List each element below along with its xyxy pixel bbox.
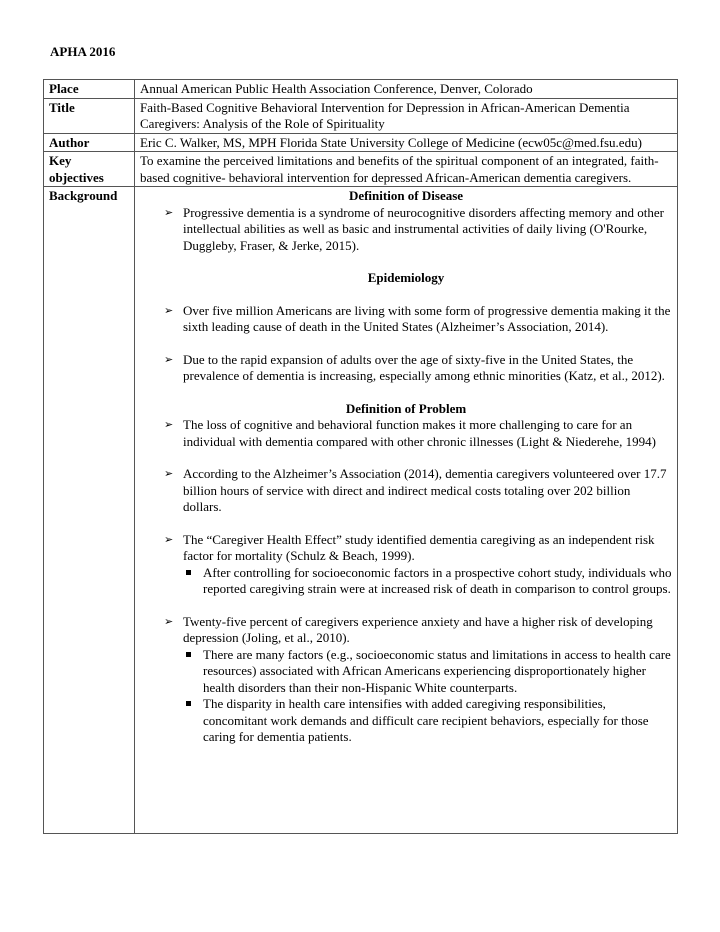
arrow-bullet-icon: ➢ (164, 419, 174, 431)
objectives-value: To examine the perceived limitations and benefits of the spiritual component of an integrated, faith-based cognitive- behavioral intervention for depressed African-American dementia caregivers. (135, 152, 678, 187)
row-place (44, 80, 678, 99)
list-item: ➢ The loss of cognitive and behavioral function makes it more challenging to care for an individual with dementia compared with other chronic illnesses (Light & Niederehe, 1994) (164, 417, 656, 449)
list-item: ➢ Progressive dementia is a syndrome of neurocognitive disorders affecting memory and other intellectual abilities as well as basic and instrumental activities of daily living (O'Rourke, Duggleby, Fraser, & Jerke, 2015). (164, 204, 664, 253)
title-label: Title (44, 98, 135, 133)
square-bullet-icon (186, 652, 191, 657)
disease-bullet-list (140, 205, 672, 255)
title-value: Faith-Based Cognitive Behavioral Intervention for Depression in African-American Dementia Caregivers: Analysis of the Role of Spirituality (135, 98, 678, 133)
epidemiology-bullet-list (140, 303, 672, 385)
place-label: Place (44, 80, 135, 99)
arrow-bullet-icon: ➢ (164, 206, 174, 219)
sub-list-item: After controlling for socioeconomic factors in a prospective cohort study, individuals who reported caregiving strain were at increased risk of death in comparison to control groups. (203, 565, 672, 598)
arrow-bullet-icon: ➢ (164, 468, 174, 480)
background-label: Background (44, 187, 135, 834)
document-title: APHA 2016 (50, 44, 116, 59)
heading-definition-of-problem: Definition of Problem (345, 400, 467, 416)
heading-epidemiology: Epidemiology (367, 270, 445, 285)
row-background (44, 187, 678, 834)
sub-list-item: The disparity in health care intensifies with added caregiving responsibilities, concomitant work demands and difficult care recipient behaviors, especially for those caring for dementia patients. (203, 696, 672, 746)
list-item: ➢ According to the Alzheimer’s Association (2014), dementia caregivers volunteered over 17.7 billion hours of service with direct and indirect medical costs totaling over 202 billion dollars. (164, 466, 667, 514)
arrow-bullet-icon: ➢ (164, 615, 174, 628)
sub-list-item: There are many factors (e.g., socioeconomic status and limitations in access to health care resources) associated with African Americans experiencing disproportionately higher health disorders than their non-Hispanic White counterparts. (203, 647, 672, 697)
place-value: Annual American Public Health Association Conference, Denver, Colorado (135, 80, 678, 99)
row-objectives (44, 152, 678, 187)
author-value: Eric C. Walker, MS, MPH Florida State University College of Medicine (ecw05c@med.fsu.edu) (135, 133, 678, 152)
author-label: Author (44, 133, 135, 152)
objectives-label: Key objectives (44, 152, 135, 187)
list-item: ➢ Due to the rapid expansion of adults over the age of sixty-five in the United States, the prevalence of dementia is increasing, especially among ethnic minorities (Katz, et al., 2012). (164, 351, 665, 383)
info-table (43, 79, 678, 834)
arrow-bullet-icon: ➢ (164, 533, 174, 546)
list-item: ➢ Over five million Americans are living with some form of progressive dementia making it the sixth leading cause of death in the United States (Alzheimer’s Association, 2014). (164, 302, 671, 334)
problem-bullet-list (140, 417, 672, 746)
background-content (135, 187, 678, 834)
row-title (44, 98, 678, 133)
sub-bullet-list (183, 647, 672, 746)
sub-bullet-list (183, 565, 672, 598)
heading-definition-of-disease: Definition of Disease (348, 188, 464, 203)
list-item: ➢ The “Caregiver Health Effect” study identified dementia caregiving as an independent risk factor for mortality (Schulz & Beach, 1999). After controlling for socioeconomic factors in a prospective cohort study, individuals who reported caregiving strain were at increased risk of death in comparison to control groups. (164, 531, 672, 596)
list-item: ➢ Twenty-five percent of caregivers experience anxiety and have a higher risk of developing depression (Joling, et al., 2010). There are many factors (e.g., socioeconomic status and limitations in access to health care resources) associated with African Americans experiencing disproportionately higher health disorders than their non-Hispanic White counterparts. The disparity in health care intensifies with added caregiving responsibilities, concomitant work demands and difficult care recipient behaviors, especially for those caring for dementia patients. (164, 613, 671, 744)
square-bullet-icon (186, 701, 191, 706)
arrow-bullet-icon: ➢ (164, 304, 174, 317)
square-bullet-icon (186, 570, 191, 575)
arrow-bullet-icon: ➢ (164, 353, 174, 366)
row-author (44, 133, 678, 152)
